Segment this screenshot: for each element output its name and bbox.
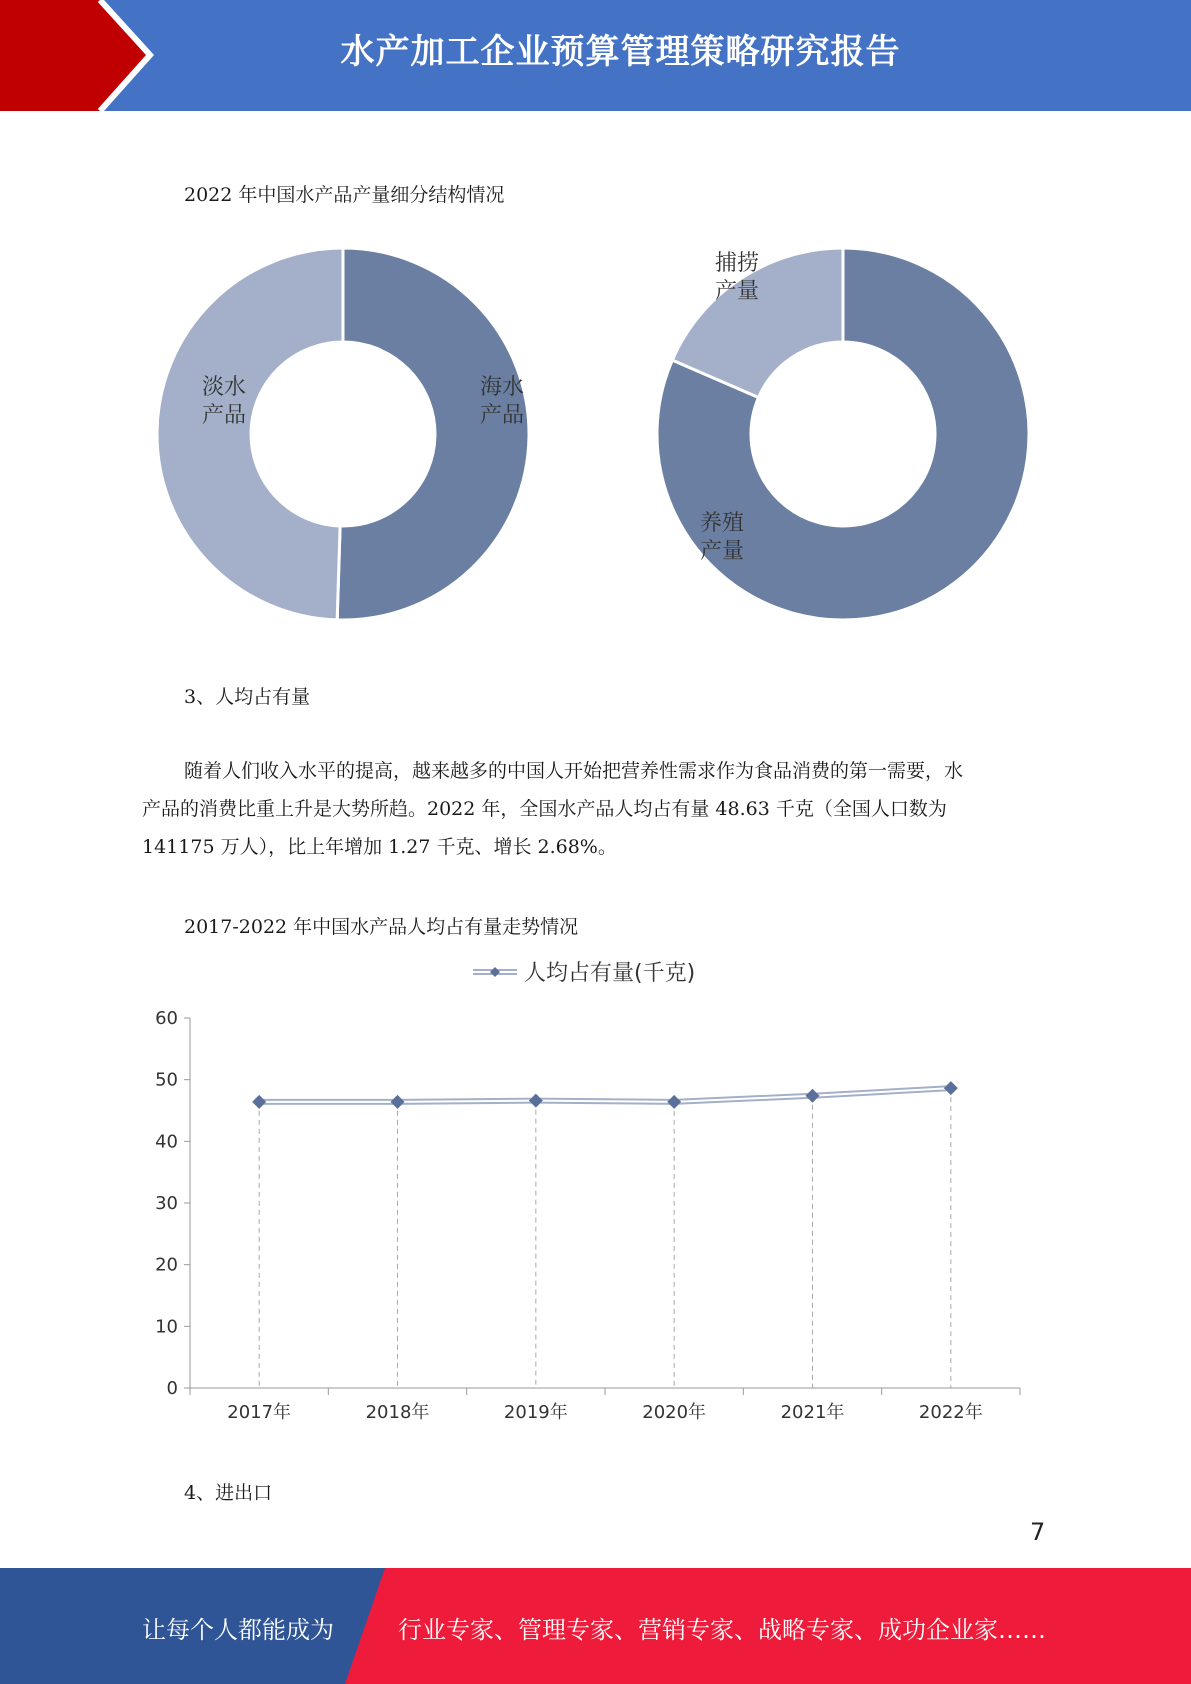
y-tick-label: 10 [155,1316,178,1338]
y-tick-label: 20 [155,1254,178,1276]
section-heading-trade: 4、进出口 [184,1482,273,1504]
donut2-label-2: 捕捞产量 [715,251,760,304]
data-point [667,1095,681,1109]
y-tick-label: 0 [166,1378,178,1399]
donut1-label-1: 海水产品 [480,375,525,428]
report-title: 水产加工企业预算管理策略研究报告 [340,32,901,72]
data-point [944,1081,958,1095]
linechart [140,950,1040,1430]
x-tick-label: 2022年 [918,1402,983,1423]
page-footer [0,1568,1191,1684]
x-tick-label: 2020年 [642,1402,707,1423]
y-tick-label: 60 [155,1008,178,1029]
legend-label: 人均占有量(千克) [524,961,696,986]
page-header [0,0,1191,111]
data-point [529,1094,543,1108]
paragraph-line-3: 141175 万人），比上年增加 1.27 千克、增长 2.68%。 [142,836,617,858]
x-tick-label: 2021年 [780,1402,845,1423]
linechart-caption: 2017-2022 年中国水产品人均占有量走势情况 [184,916,579,938]
paragraph-line-1: 随着人们收入水平的提高，越来越多的中国人开始把营养性需求作为食品消费的第一需要，水 [184,760,964,782]
x-tick-label: 2019年 [503,1402,568,1423]
donut-svg [140,224,1040,644]
donut1-label-2: 淡水产品 [202,375,247,428]
legend [473,961,695,986]
y-tick-label: 30 [155,1193,178,1214]
data-point [391,1095,405,1109]
y-tick-label: 40 [155,1131,178,1153]
page-number: 7 [1030,1518,1046,1546]
footer-slogan-left: 让每个人都能成为 [142,1616,334,1644]
donut-charts [140,224,1040,644]
footer-slogan-right: 行业专家、管理专家、营销专家、战略专家、成功企业家…… [398,1616,1046,1644]
data-point [252,1095,266,1109]
x-tick-label: 2018年 [365,1402,430,1423]
y-tick-label: 50 [155,1069,178,1091]
section-heading-percapita: 3、人均占有量 [184,686,311,708]
donut1-slice-2 [157,248,343,620]
donut2-label-1: 养殖产量 [700,511,745,564]
series-line [259,1088,951,1102]
data-point [806,1089,820,1103]
linechart-svg [140,950,1040,1430]
donut1-slice-1 [337,248,529,620]
x-tick-label: 2017年 [227,1402,292,1423]
donut-caption: 2022 年中国水产品产量细分结构情况 [184,184,505,206]
paragraph-line-2: 产品的消费比重上升是大势所趋。2022 年，全国水产品人均占有量 48.63 千克（全国人口数为 [142,798,947,820]
